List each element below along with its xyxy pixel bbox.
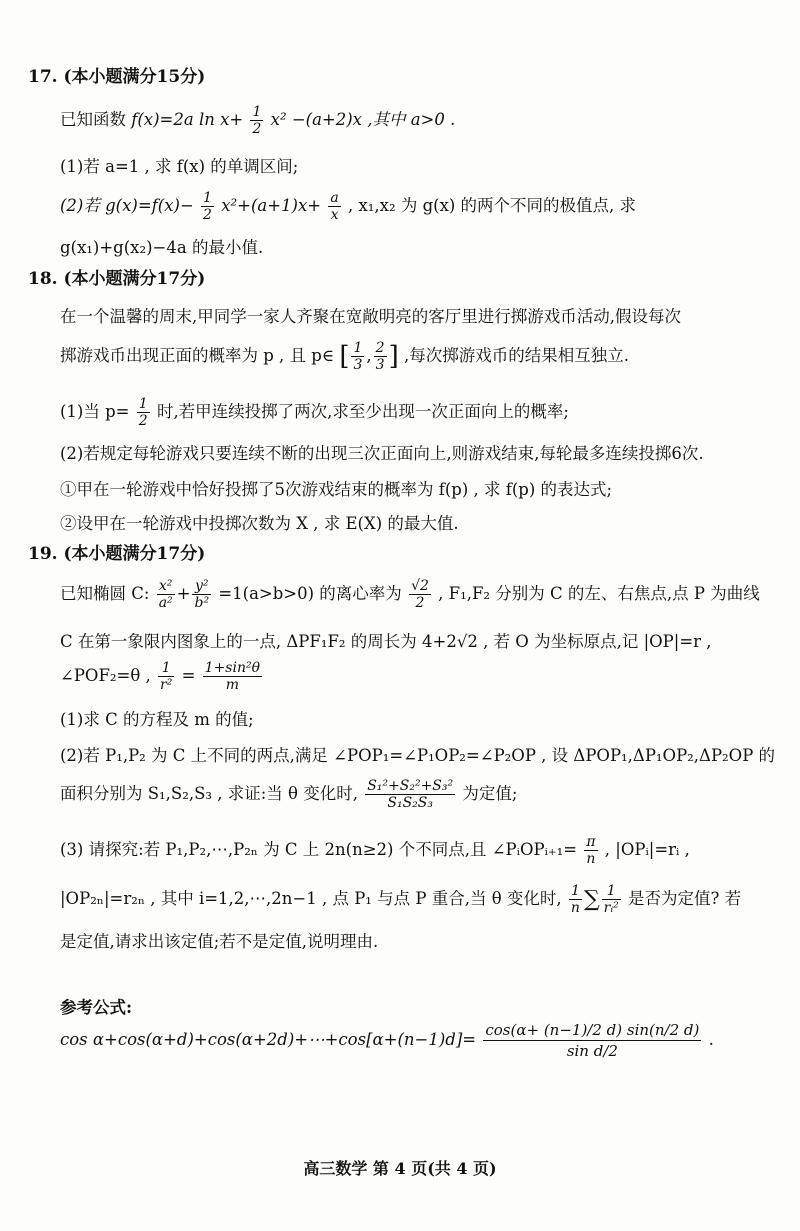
q17-l1b: f(x)=2a ln x+ xyxy=(131,110,244,129)
q18-line3 xyxy=(60,396,569,429)
fraction-half: $\frac{1}{2}$ xyxy=(203,190,212,223)
q19-l3a: ∠POF₂=θ , xyxy=(60,666,157,685)
q19-line7 xyxy=(60,834,690,867)
fraction-s-squares: $\frac{\text{S₁²+S₂²+S₃²}}{\text{S₁S₂S₃}}$ xyxy=(367,778,454,811)
fraction-a-over-x: $\frac{a}{x}$ xyxy=(330,190,339,223)
q19-l7a: (3) 请探究:若 P₁,P₂,⋯,P₂ₙ 为 C 上 2n(n≥2) 个不同点,且 ∠PᵢOPᵢ₊₁= xyxy=(60,840,578,859)
q17-l3a: (2)若 g(x)=f(x)− xyxy=(60,196,194,215)
q17-l1a: 已知函数 xyxy=(60,110,132,129)
q17-l3c: , x₁,x₂ 为 g(x) 的两个不同的极值点, 求 xyxy=(348,196,637,215)
q19-heading: 19. (本小题满分17分) xyxy=(28,544,206,564)
q19-line3 xyxy=(60,660,264,693)
q19-l8b: 是否为定值? 若 xyxy=(628,889,742,908)
reference-lhs: cos α+cos(α+d)+cos(α+2d)+⋯+cos[α+(n−1)d]= xyxy=(60,1030,477,1049)
fraction-pi-over-n: $\frac{\pi}{n}$ xyxy=(586,834,596,867)
q17-line4: g(x₁)+g(x₂)−4a 的最小值. xyxy=(60,238,264,257)
q19-l1b: =1(a>b>0) 的离心率为 xyxy=(218,584,402,603)
q17-line2: (1)若 a=1 , 求 f(x) 的单调区间; xyxy=(60,157,299,176)
q18-l2a: 掷游戏币出现正面的概率为 p , 且 p∈ xyxy=(60,346,335,365)
q18-line4: (2)若规定每轮游戏只要连续不断的出现三次正面向上,则游戏结束,每轮最多连续投掷6次. xyxy=(60,444,704,463)
q19-line5: (2)若 P₁,P₂ 为 C 上不同的两点,满足 ∠POP₁=∠P₁OP₂=∠P₂OP , 设 ΔPOP₁,ΔP₁OP₂,ΔP₂OP 的 xyxy=(60,746,776,765)
q18-line5: ①甲在一轮游戏中恰好投掷了5次游戏结束的概率为 f(p) , 求 f(p) 的表达式; xyxy=(60,480,613,499)
fraction-one-over-n: $\frac{1}{n}$ xyxy=(570,883,580,916)
fraction-sin-over-m: $\frac{\text{1+sin²θ}}{m}$ xyxy=(204,660,261,693)
fraction-two-third: $\frac{2}{3}$ xyxy=(375,340,385,373)
q18-heading: 18. (本小题满分17分) xyxy=(28,269,206,289)
q19-l7b: , |OPᵢ|=rᵢ , xyxy=(604,840,690,859)
fraction-one-over-r2: $\frac{1}{\text{r²}}$ xyxy=(160,660,173,693)
reference-fraction: $\frac{\cos(\alpha+ (n-1)/2 d) \sin(n/2 d)}{\text{sin d/2}}$ xyxy=(485,1021,700,1060)
q19-l8a: |OP₂ₙ|=r₂ₙ , 其中 i=1,2,⋯,2n−1 , 点 P₁ 与点 P 重合,当 θ 变化时, xyxy=(60,889,562,908)
reference-title: 参考公式: xyxy=(60,998,133,1017)
q18-line2: 掷游戏币出现正面的概率为 p , 且 p∈ [ $\frac{1}{3}$ , $\frac{2}{3}$ ] ,每次掷游戏币的结果相互独立. xyxy=(60,340,629,373)
q17-l1c: x² −(a+2)x ,其中 a>0 . xyxy=(270,110,456,129)
page-footer: 高三数学 第 4 页(共 4 页) xyxy=(303,1159,497,1178)
q19-l1a: 已知椭圆 C: xyxy=(60,584,150,603)
q19-line9: 是定值,请求出该定值;若不是定值,说明理由. xyxy=(60,932,379,951)
reference-formula xyxy=(60,1020,714,1061)
q19-line1: 已知椭圆 C: $\frac{\text{x²}}{\text{a²}}$ + $\frac{\text{y²}}{\text{b²}}$ =1(a>b>0) 的离心率为 $\frac{√2}{2}$ , F₁,F₂ 分别为 C 的左、右焦点,点 P 为曲线 xyxy=(60,578,760,611)
q19-line2: C 在第一象限内图象上的一点, ΔPF₁F₂ 的周长为 4+2√2 , 若 O 为坐标原点,记 |OP|=r , xyxy=(60,632,712,651)
q18-line6: ②设甲在一轮游戏中投掷次数为 X , 求 E(X) 的最大值. xyxy=(60,514,459,533)
fraction-third: $\frac{1}{3}$ xyxy=(353,340,363,373)
q19-l1c: , F₁,F₂ 分别为 C 的左、右焦点,点 P 为曲线 xyxy=(438,584,760,603)
q19-l6b: 为定值; xyxy=(462,784,518,803)
fraction-half: $\frac{1}{2}$ xyxy=(138,396,148,429)
q17-l3b: x²+(a+1)x+ xyxy=(221,196,322,215)
q18-l2b: ,每次掷游戏币的结果相互独立. xyxy=(403,346,629,365)
fraction-half: $\frac{1}{2}$ xyxy=(252,104,262,137)
q19-l3b: = xyxy=(181,666,196,685)
q19-line8 xyxy=(60,883,741,916)
q19-l6a: 面积分别为 S₁,S₂,S₃ , 求证:当 θ 变化时, xyxy=(60,784,358,803)
q19-line4: (1)求 C 的方程及 m 的值; xyxy=(60,710,254,729)
q18-line1: 在一个温馨的周末,甲同学一家人齐聚在宽敞明亮的客厅里进行掷游戏币活动,假设每次 xyxy=(60,307,681,326)
sum-symbol: ∑ xyxy=(583,887,600,912)
reference-end: . xyxy=(708,1030,714,1049)
q19-line6 xyxy=(60,778,517,811)
q18-l3a: (1)当 p= xyxy=(60,402,130,421)
fraction-one-over-ri2: $\frac{1}{\text{rᵢ²}}$ xyxy=(603,883,619,916)
q17-heading: 17. (本小题满分15分) xyxy=(28,67,206,87)
fraction-x2-a2: $\frac{\text{x²}}{\text{a²}}$ xyxy=(158,578,173,611)
fraction-root2-2: $\frac{√2}{2}$ xyxy=(411,578,429,611)
q17-line3 xyxy=(60,190,636,223)
q17-line1 xyxy=(60,104,455,137)
q18-l3b: 时,若甲连续投掷了两次,求至少出现一次正面向上的概率; xyxy=(156,402,569,421)
fraction-y2-b2: $\frac{\text{y²}}{\text{b²}}$ xyxy=(194,578,210,611)
